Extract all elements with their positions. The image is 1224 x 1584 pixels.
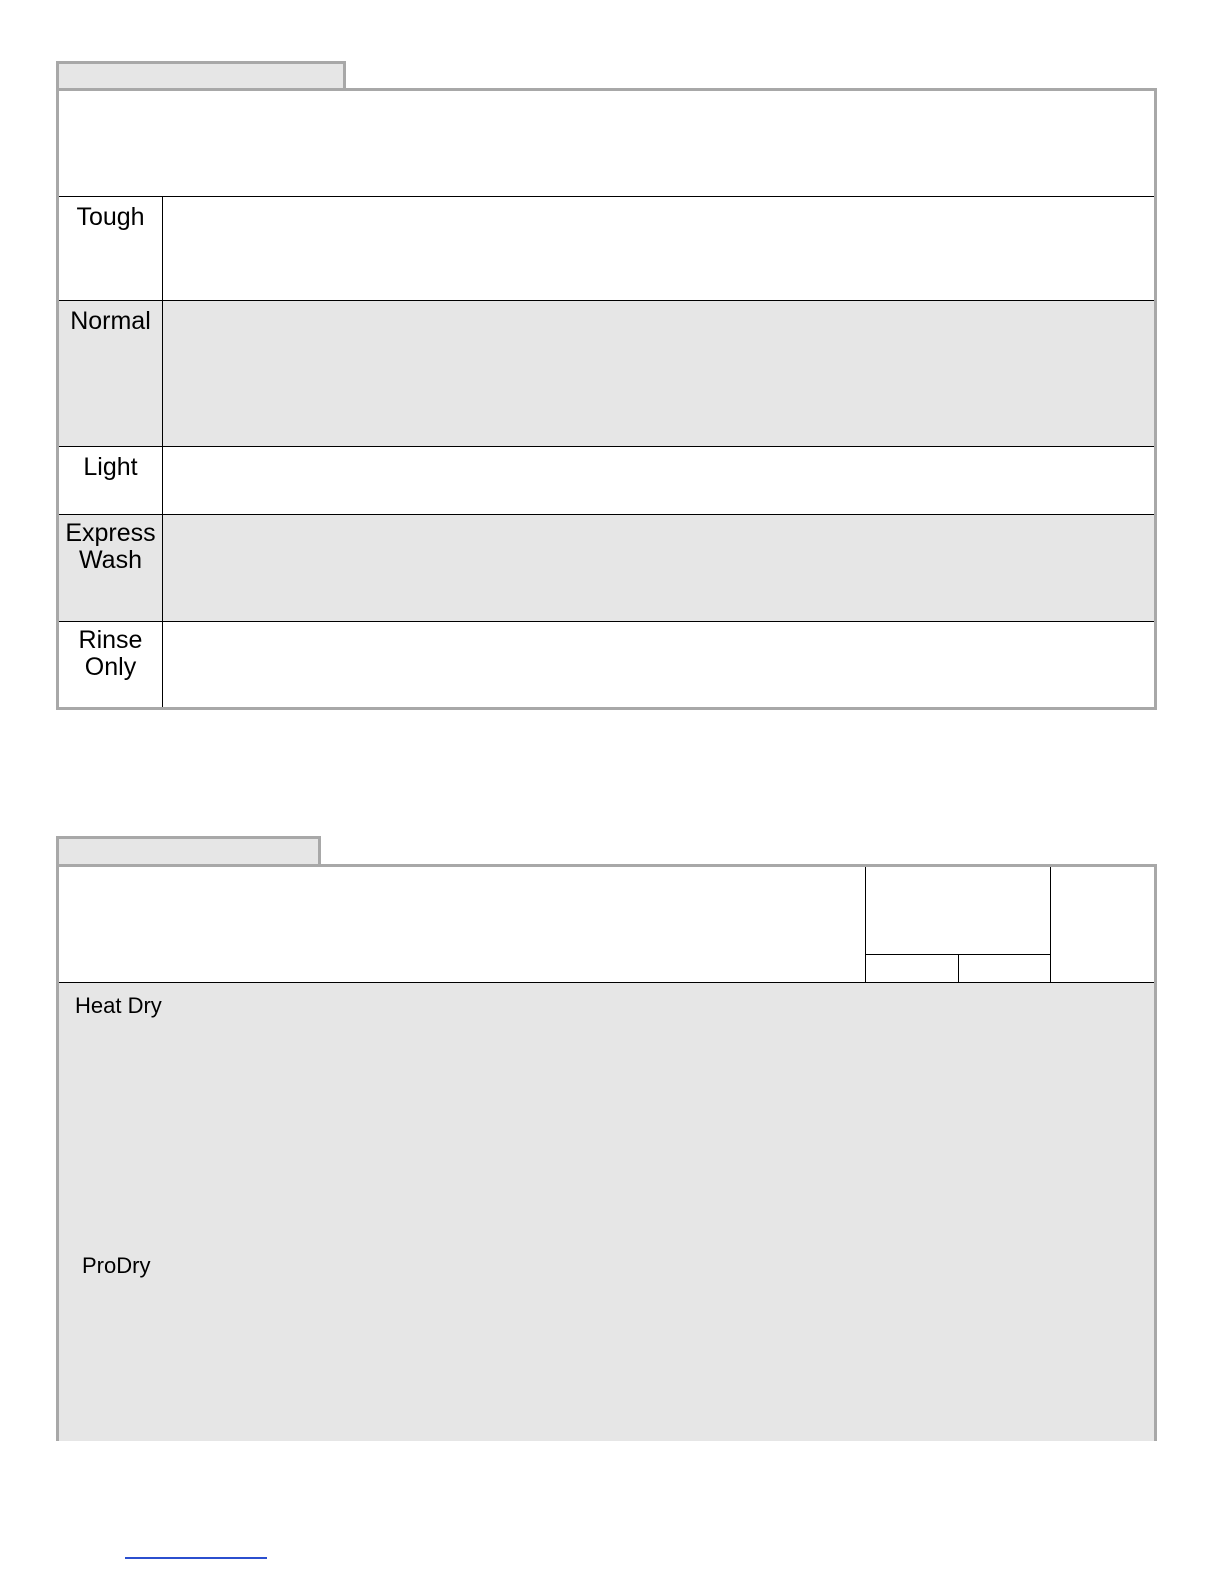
dry-header-divider-1: [865, 867, 866, 982]
cycle-label-normal: Normal: [59, 301, 163, 446]
cycle-label-express-wash: Express Wash: [59, 515, 163, 621]
cycle-label-light: Light: [59, 447, 163, 514]
cycle-row-express-wash: [59, 514, 1154, 621]
dry-options-table: [56, 864, 1157, 1484]
cycle-label-tough: Tough: [59, 197, 163, 300]
wash-cycles-table: [56, 88, 1157, 710]
dry-options-tab: [56, 836, 321, 866]
dry-label-pro-dry: ProDry: [82, 1253, 151, 1278]
dry-label-heat-dry: Heat Dry: [75, 993, 162, 1018]
dry-options-body: [59, 982, 1154, 1484]
wash-cycles-tab: [56, 61, 346, 91]
cycle-label-rinse-only: Rinse Only: [59, 622, 163, 707]
wash-cycles-header-row: [59, 91, 1154, 196]
cycle-row-rinse-only: [59, 621, 1154, 707]
dry-header-subcolumn-divider: [958, 954, 959, 982]
page-bottom-margin: [0, 1441, 1224, 1584]
cycle-row-light: [59, 446, 1154, 514]
footer-link-underline[interactable]: [125, 1557, 267, 1559]
cycle-row-tough: [59, 196, 1154, 300]
cycle-row-normal: [59, 300, 1154, 446]
dry-header-divider-2: [1050, 867, 1051, 982]
